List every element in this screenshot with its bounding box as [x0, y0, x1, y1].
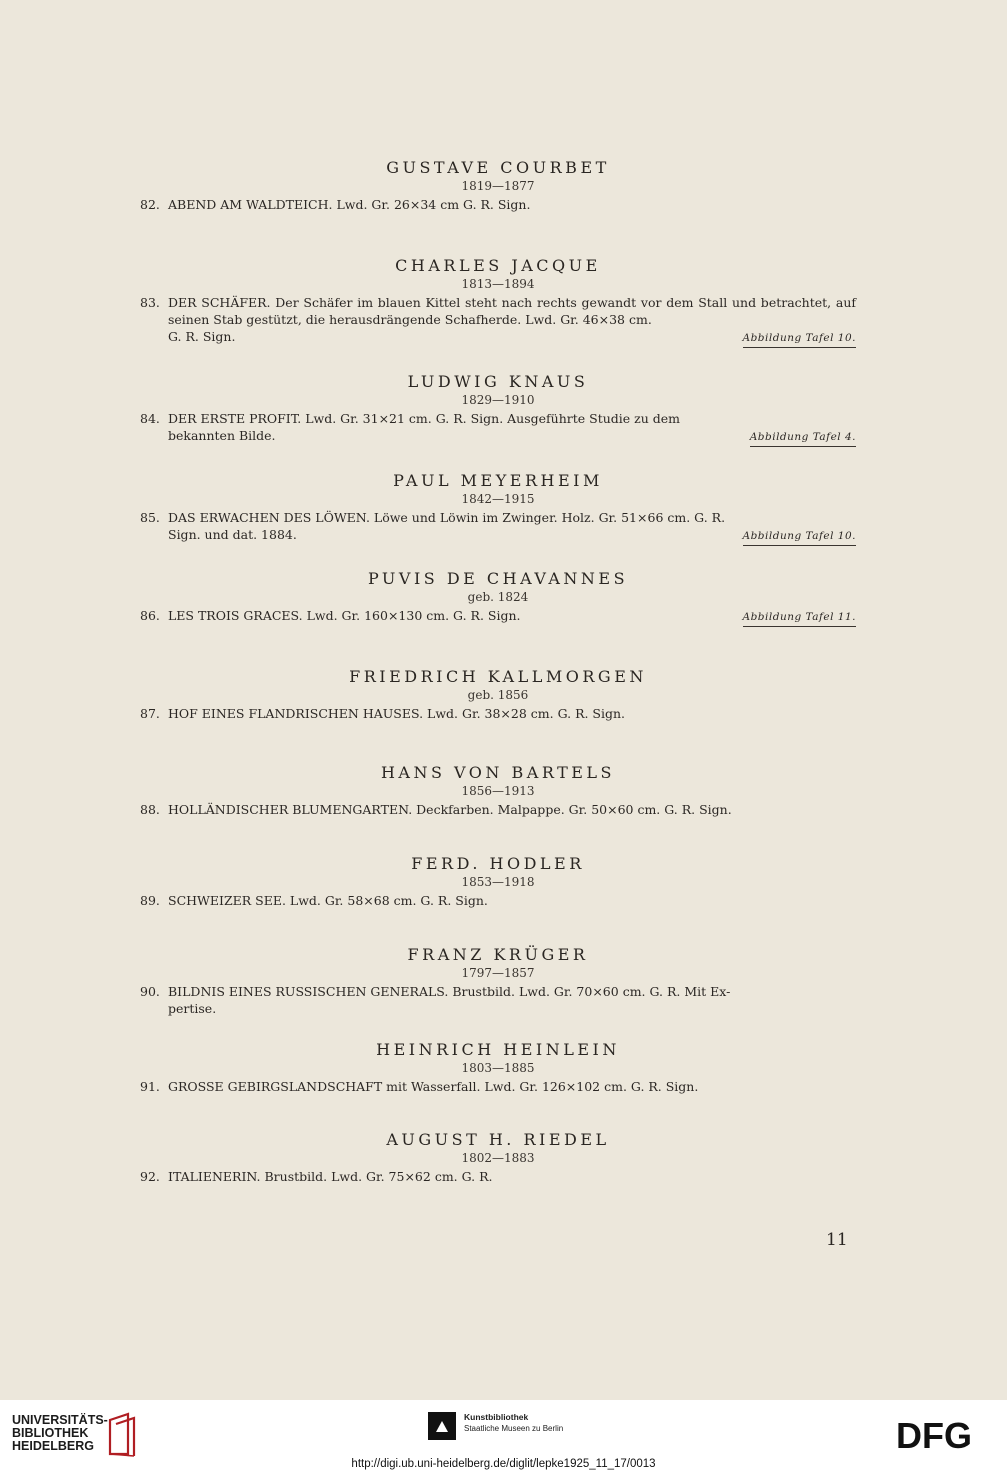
lot-number: 91.	[140, 1079, 160, 1094]
entry-89	[140, 854, 856, 909]
lot-entry	[140, 892, 856, 909]
artist-name: AUGUST H. RIEDEL	[386, 1130, 610, 1149]
university-library-logo[interactable]	[12, 1414, 108, 1453]
lot-description: ABEND AM WALDTEICH. Lwd. Gr. 26×34 cm G. R. Sign.	[168, 197, 531, 212]
lot-description: GROSSE GEBIRGSLANDSCHAFT mit Wasserfall. Lwd. Gr. 126×102 cm. G. R. Sign.	[168, 1079, 699, 1094]
lot-number: 85.	[140, 510, 160, 525]
artist-dates: 1842—1915	[461, 492, 535, 506]
ub-name-line2: BIBLIOTHEK	[12, 1426, 89, 1440]
artist-name: FRIEDRICH KALLMORGEN	[349, 667, 647, 686]
artist-name: PAUL MEYERHEIM	[393, 471, 603, 490]
permalink-url[interactable]: http://digi.ub.uni-heidelberg.de/diglit/lepke1925_11_17/0013	[351, 1458, 656, 1470]
entry-92	[140, 1130, 856, 1185]
lot-entry	[140, 983, 856, 1017]
footer-bar	[0, 1400, 1007, 1474]
artist-name: HEINRICH HEINLEIN	[376, 1040, 620, 1059]
artist-dates: geb. 1856	[467, 688, 529, 702]
lot-number: 82.	[140, 197, 160, 212]
plate-reference: Abbildung Tafel 11.	[743, 609, 857, 627]
lot-number: 86.	[140, 608, 160, 623]
lot-number: 92.	[140, 1169, 160, 1184]
artist-name: HANS VON BARTELS	[380, 763, 616, 782]
artist-dates: 1829—1910	[461, 393, 535, 407]
page-number: 11	[826, 1230, 848, 1250]
lot-description: LES TROIS GRACES. Lwd. Gr. 160×130 cm. G. R. Sign.	[168, 608, 521, 623]
entry-85	[140, 471, 856, 546]
entry-90	[140, 945, 856, 1017]
artist-name: FRANZ KRÜGER	[407, 945, 589, 964]
artist-name: FERD. HODLER	[411, 854, 585, 873]
artist-dates: 1802—1883	[461, 1151, 535, 1165]
lot-description: HOF EINES FLANDRISCHEN HAUSES. Lwd. Gr. 38×28 cm. G. R. Sign.	[168, 706, 626, 721]
lot-description-end: Sign. und dat. 1884.	[168, 527, 297, 542]
lot-description-end: pertise.	[168, 1001, 217, 1016]
lot-number: 88.	[140, 802, 160, 817]
entry-86	[140, 569, 856, 627]
entry-87	[140, 667, 856, 722]
lot-description: DER ERSTE PROFIT. Lwd. Gr. 31×21 cm. G. R. Sign. Ausgeführte Studie zu dem	[168, 411, 680, 426]
plate-reference: Abbildung Tafel 4.	[750, 429, 856, 447]
plate-reference: Abbildung Tafel 10.	[743, 528, 857, 546]
artist-name: CHARLES JACQUE	[395, 256, 601, 275]
lot-entry	[140, 509, 856, 546]
lot-number: 83.	[140, 295, 160, 310]
kb-subtitle: Staatliche Museen zu Berlin	[464, 1424, 564, 1433]
lot-entry	[140, 705, 856, 722]
entry-83	[140, 256, 856, 348]
lot-entry	[140, 801, 856, 818]
entry-84	[140, 372, 856, 447]
ub-name-line1: UNIVERSITÄTS-	[12, 1413, 108, 1427]
entry-88	[140, 763, 856, 818]
plate-reference: Abbildung Tafel 10.	[743, 330, 857, 348]
artist-name: PUVIS DE CHAVANNES	[367, 569, 629, 588]
lot-description-end: G. R. Sign.	[168, 329, 236, 344]
lot-description: DER SCHÄFER. Der Schäfer im blauen Kittel steht nach rechts gewandt vor dem Stall und betrachtet, auf seinen Stab gestützt, die herausdrängende Schafherde. Lwd. Gr. 46×38 cm.	[168, 295, 856, 327]
lot-entry	[140, 1168, 856, 1185]
lot-number: 87.	[140, 706, 160, 721]
artist-dates: 1797—1857	[461, 966, 535, 980]
lot-entry	[140, 196, 856, 213]
artist-name: LUDWIG KNAUS	[407, 372, 589, 391]
artist-dates: 1853—1918	[461, 875, 535, 889]
artist-dates: 1856—1913	[461, 784, 535, 798]
lot-description: BILDNIS EINES RUSSISCHEN GENERALS. Brustbild. Lwd. Gr. 70×60 cm. G. R. Mit Ex-	[168, 984, 731, 999]
lot-description: ITALIENERIN. Brustbild. Lwd. Gr. 75×62 cm. G. R.	[168, 1169, 493, 1184]
lot-entry	[140, 607, 856, 627]
kunstbibliothek-logo[interactable]	[428, 1412, 563, 1440]
ub-mark-icon	[106, 1410, 140, 1463]
artist-name: GUSTAVE COURBET	[386, 158, 610, 177]
lot-number: 90.	[140, 984, 160, 999]
entry-91	[140, 1040, 856, 1095]
lot-entry	[140, 410, 856, 447]
artist-dates: geb. 1824	[467, 590, 529, 604]
artist-dates: 1813—1894	[461, 277, 535, 291]
dfg-logo[interactable]	[896, 1418, 994, 1457]
artist-dates: 1803—1885	[461, 1061, 535, 1075]
entry-82	[140, 158, 856, 213]
lot-number: 89.	[140, 893, 160, 908]
lot-number: 84.	[140, 411, 160, 426]
lot-description: HOLLÄNDISCHER BLUMENGARTEN. Deckfarben. Malpappe. Gr. 50×60 cm. G. R. Sign.	[168, 802, 732, 817]
lot-description-end: bekannten Bilde.	[168, 428, 276, 443]
lot-description: DAS ERWACHEN DES LÖWEN. Löwe und Löwin im Zwinger. Holz. Gr. 51×66 cm. G. R.	[168, 510, 726, 525]
lot-description: SCHWEIZER SEE. Lwd. Gr. 58×68 cm. G. R. Sign.	[168, 893, 488, 908]
kb-name: Kunstbibliothek	[464, 1412, 529, 1422]
lot-entry	[140, 1078, 856, 1095]
ub-name-line3: HEIDELBERG	[12, 1439, 94, 1453]
lot-entry	[140, 294, 856, 348]
artist-dates: 1819—1877	[461, 179, 535, 193]
kunstbibliothek-icon	[428, 1412, 456, 1440]
dfg-text: DFG	[896, 1418, 972, 1452]
